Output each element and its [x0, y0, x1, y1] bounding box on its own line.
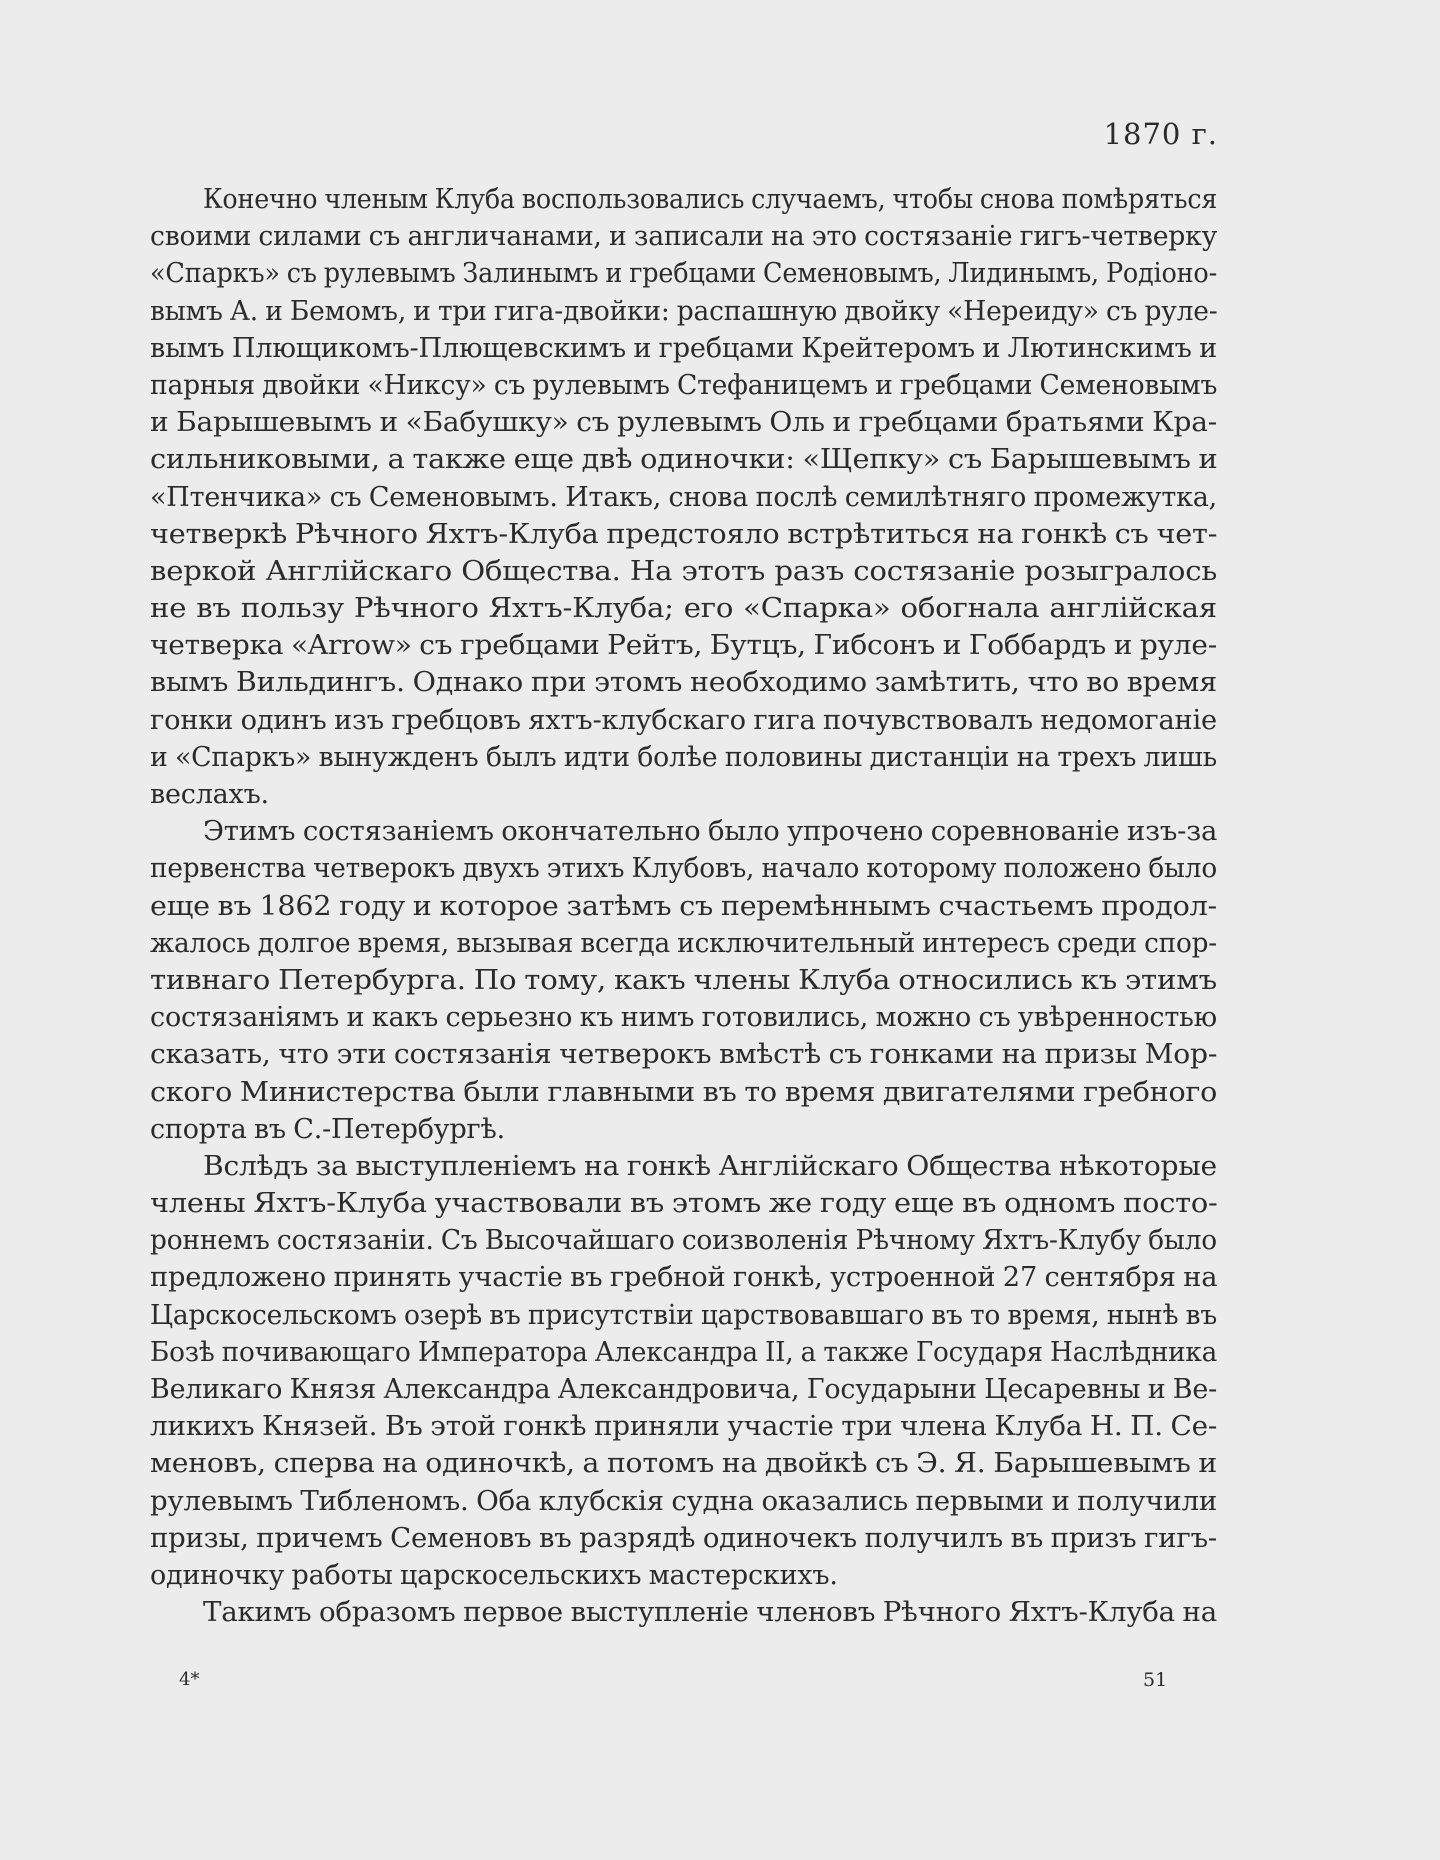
paragraph-2 [150, 813, 1217, 1148]
text-line: «Птенчика» съ Семеновымъ. Итакъ, снова послѣ семилѣтняго промежутка, [150, 481, 1217, 513]
text-line: состязаніямъ и какъ серьезно къ нимъ готовились, можно съ увѣренностью [150, 1002, 1217, 1034]
text-line: жалось долгое время, вызывая всегда исключительный интересъ среди спор- [150, 927, 1217, 959]
text-line: Великаго Князя Александра Александровича, Государыни Цесаревны и Ве- [150, 1374, 1217, 1405]
text-line: первенства четверокъ двухъ этихъ Клубовъ, начало которому положено было [150, 853, 1217, 885]
text-line: предложено принять участіе въ гребной гонкѣ, устроенной 27 сентября на [150, 1262, 1218, 1294]
text-line: гонки одинъ изъ гребцовъ яхтъ-клубскаго гига почувствовалъ недомоганіе [150, 704, 1217, 736]
body-text [150, 181, 1217, 1631]
text-line: веслахъ. [150, 779, 269, 810]
text-line: одиночку работы царскосельскихъ мастерскихъ. [150, 1559, 838, 1591]
text-line: сказать, что эти состязанія четверокъ вмѣстѣ съ гонками на призы Мор- [150, 1039, 1218, 1071]
text-line: четверка «Arrow» съ гребцами Рейтъ, Бутцъ, Гибсонъ и Гоббардъ и руле- [150, 630, 1217, 662]
text-line: веркой Англійскаго Общества. На этотъ разъ состязаніе розыгралось [150, 555, 1217, 587]
text-line: сильниковыми, а также еще двѣ одиночки: «Щепку» съ Барышевымъ и [150, 444, 1218, 476]
paragraph-3 [150, 1148, 1217, 1594]
text-line: Конечно членым Клуба воспользовались случаемъ, чтобы снова помѣряться [203, 184, 1218, 215]
text-line: ликихъ Князей. Въ этой гонкѣ приняли участіе три члена Клуба Н. П. Се- [150, 1411, 1218, 1443]
paragraph-1 [150, 181, 1217, 813]
text-line: четверкѣ Рѣчного Яхтъ-Клуба предстояло встрѣтиться на гонкѣ съ чет- [150, 518, 1218, 550]
paragraph-4 [150, 1594, 1217, 1631]
text-line: вымъ Вильдингъ. Однако при этомъ необходимо замѣтить, что во время [150, 667, 1217, 699]
signature-mark: 4* [179, 1669, 200, 1690]
text-line: Бозѣ почивающаго Императора Александра II, а также Государя Наслѣдника [150, 1336, 1218, 1368]
text-line: Вслѣдъ за выступленіемъ на гонкѣ Англійскаго Общества нѣкоторые [203, 1150, 1217, 1182]
text-line: еще въ 1862 году и которое затѣмъ съ перемѣннымъ счастьемъ продол- [150, 890, 1217, 922]
text-line: ского Министерства были главными въ то время двигателями гребного [150, 1076, 1218, 1108]
text-line: роннемъ состязаніи. Съ Высочайшаго соизволенія Рѣчному Яхтъ-Клубу было [150, 1225, 1217, 1257]
text-line: своими силами съ англичанами, и записали на это состязаніе гигъ-четверку [150, 221, 1218, 253]
text-line: призы, причемъ Семеновъ въ разрядѣ одиночекъ получилъ въ призъ гигъ- [150, 1522, 1217, 1554]
text-line: и «Спаркъ» вынужденъ былъ идти болѣе половины дистанціи на трехъ лишь [150, 741, 1217, 773]
text-line: вымъ А. и Бемомъ, и три гига-двойки: распашную двойку «Нереиду» съ руле- [150, 295, 1218, 327]
page-number: 51 [1143, 1669, 1168, 1691]
text-line: Царскосельскомъ озерѣ въ присутствіи царствовавшаго въ то время, нынѣ въ [150, 1299, 1217, 1331]
running-head-year: 1870 г. [1103, 117, 1218, 151]
text-line: члены Яхтъ-Клуба участвовали въ этомъ же году еще въ одномъ посто- [150, 1188, 1218, 1220]
text-line: «Спаркъ» съ рулевымъ Залинымъ и гребцами Семеновымъ, Лидинымъ, Родіоно- [150, 258, 1217, 290]
text-line: рулевымъ Тибленомъ. Оба клубскія судна оказались первыми и получили [150, 1485, 1218, 1517]
text-line: тивнаго Петербурга. По тому, какъ члены Клуба относились къ этимъ [150, 964, 1217, 996]
text-line: и Барышевымъ и «Бабушку» съ рулевымъ Оль и гребцами братьями Кра- [150, 407, 1217, 439]
text-line: спорта въ С.-Петербургѣ. [150, 1113, 505, 1145]
text-line: Такимъ образомъ первое выступленіе членовъ Рѣчного Яхтъ-Клуба на [203, 1597, 1217, 1629]
text-line: меновъ, сперва на одиночкѣ, а потомъ на двойкѣ съ Э. Я. Барышевымъ и [150, 1448, 1217, 1480]
text-line: не въ пользу Рѣчного Яхтъ-Клуба; его «Спарка» обогнала англійская [150, 593, 1217, 625]
text-line: парныя двойки «Никсу» съ рулевымъ Стефаницемъ и гребцами Семеновымъ [150, 369, 1218, 401]
text-line: вымъ Плющикомъ-Плющевскимъ и гребцами Крейтеромъ и Лютинскимъ и [150, 332, 1217, 364]
text-line: Этимъ состязаніемъ окончательно было упрочено соревнованіе изъ-за [203, 816, 1218, 848]
